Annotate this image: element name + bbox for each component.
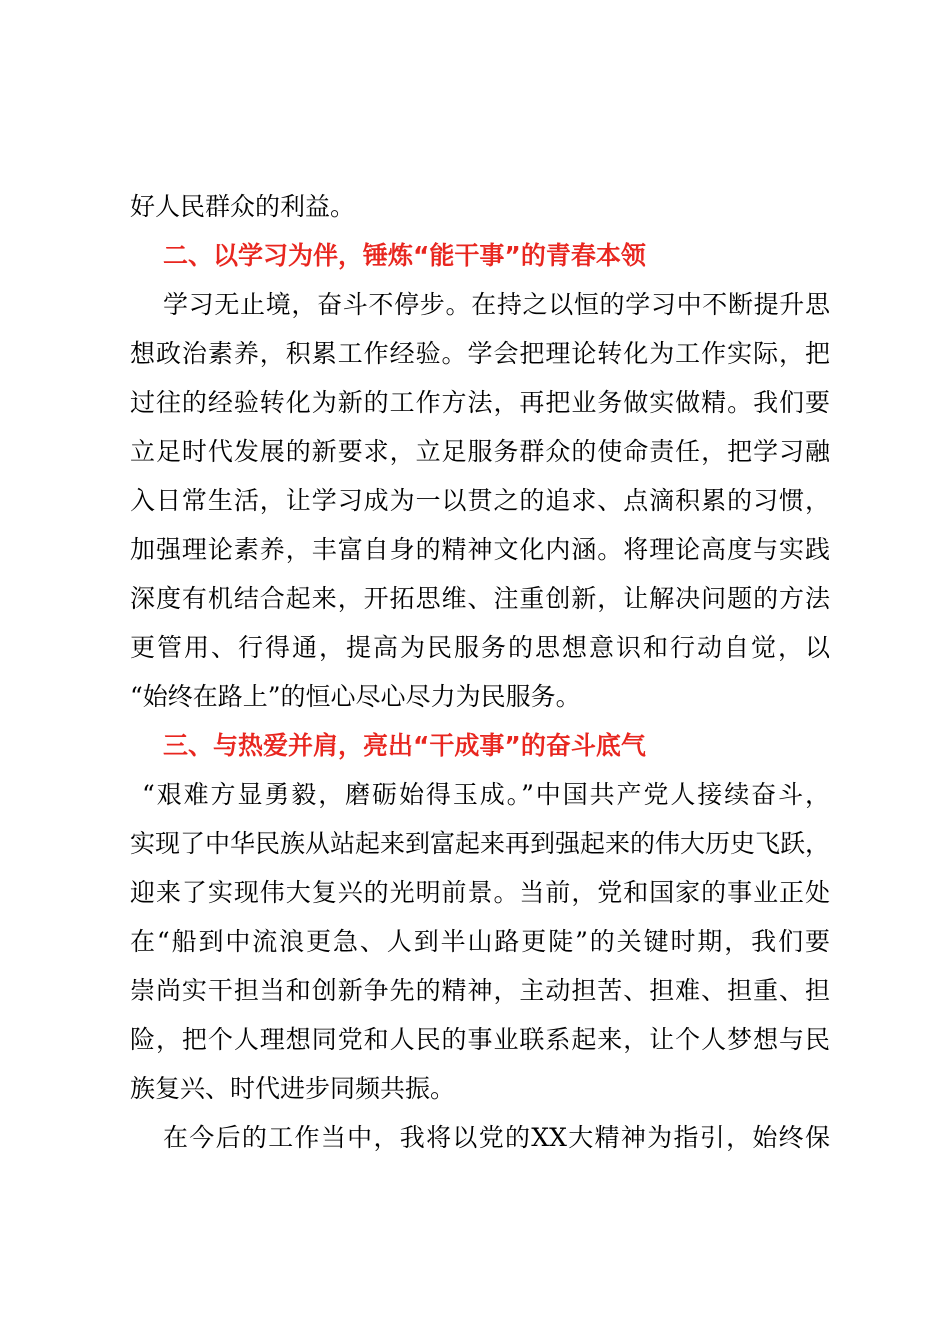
paragraph-line: 崇尚实干担当和创新争先的精神，主动担苦、担难、担重、担: [130, 976, 830, 1005]
paragraph-line: 加强理论素养，丰富自身的精神文化内涵。将理论高度与实践: [130, 535, 830, 564]
paragraph-line: 过往的经验转化为新的工作方法，再把业务做实做精。我们要: [130, 388, 830, 417]
section-heading-3: 三、与热爱并肩，亮出“干成事”的奋斗底气: [163, 731, 646, 760]
paragraph-line: 入日常生活，让学习成为一以贯之的追求、点滴积累的习惯，: [130, 486, 830, 515]
paragraph-line: 在今后的工作当中，我将以党的XX大精神为指引，始终保: [163, 1123, 830, 1152]
paragraph-line: 学习无止境，奋斗不停步。在持之以恒的学习中不断提升思: [163, 290, 830, 319]
paragraph-line: “始终在路上”的恒心尽心尽力为民服务。: [130, 682, 581, 711]
paragraph-line: 险，把个人理想同党和人民的事业联系起来，让个人梦想与民: [130, 1025, 830, 1054]
paragraph-line: 族复兴、时代进步同频共振。: [130, 1074, 456, 1103]
paragraph-line: “艰难方显勇毅，磨砺始得玉成。”中国共产党人接续奋斗，: [142, 780, 830, 809]
paragraph-line: 更管用、行得通，提高为民服务的思想意识和行动自觉，以: [130, 633, 830, 662]
section-heading-2: 二、以学习为伴，锤炼“能干事”的青春本领: [163, 241, 646, 270]
paragraph-line: 在“船到中流浪更急、人到半山路更陡”的关键时期，我们要: [130, 927, 830, 956]
paragraph-line: 想政治素养，积累工作经验。学会把理论转化为工作实际，把: [130, 339, 830, 368]
paragraph-line: 深度有机结合起来，开拓思维、注重创新，让解决问题的方法: [130, 584, 830, 613]
paragraph-line: 实现了中华民族从站起来到富起来再到强起来的伟大历史飞跃，: [130, 829, 830, 858]
document-body: [130, 182, 830, 1162]
paragraph-line: 迎来了实现伟大复兴的光明前景。当前，党和国家的事业正处: [130, 878, 830, 907]
paragraph-line: 好人民群众的利益。: [130, 192, 356, 221]
paragraph-line: 立足时代发展的新要求，立足服务群众的使命责任，把学习融: [130, 437, 830, 466]
